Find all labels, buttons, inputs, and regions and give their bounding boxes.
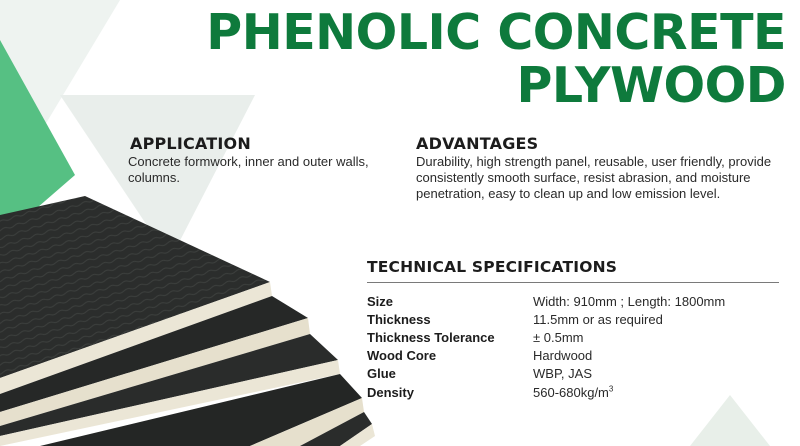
spec-value: ± 0.5mm — [533, 329, 584, 345]
advantages-heading: ADVANTAGES — [416, 134, 539, 153]
density-value: 560-680kg/m — [533, 384, 609, 400]
title-line-1: PHENOLIC CONCRETE — [206, 4, 786, 61]
spec-label: Density — [367, 384, 414, 400]
spec-label: Wood Core — [367, 348, 437, 364]
page-title — [206, 6, 786, 112]
spec-value — [533, 385, 613, 400]
density-unit-superscript: 3 — [608, 384, 614, 394]
spec-row-density — [367, 383, 787, 401]
advantages-text: Durability, high strength panel, reusable, user friendly, provide consistently smooth surface, resist abrasion, and moisture penetration, easy to clean up and low emission level. — [416, 154, 772, 201]
spec-label: Thickness Tolerance — [367, 329, 495, 345]
spec-label: Size — [367, 293, 394, 309]
spec-value: Hardwood — [533, 348, 593, 364]
spec-value: 11.5mm or as required — [533, 311, 663, 327]
spec-label: Thickness — [367, 311, 431, 327]
spec-value: WBP, JAS — [533, 366, 593, 382]
spec-divider — [367, 282, 779, 283]
title-line-2: PLYWOOD — [516, 57, 786, 114]
spec-row-wood-core — [367, 347, 787, 365]
specifications-list — [367, 292, 787, 401]
spec-row-glue — [367, 365, 787, 383]
spec-row-thickness — [367, 310, 787, 328]
spec-label: Glue — [367, 366, 396, 382]
spec-row-thickness-tolerance — [367, 328, 787, 346]
spec-value: Width: 910mm ; Length: 1800mm — [533, 293, 726, 309]
spec-row-size — [367, 292, 787, 310]
technical-specifications-heading: TECHNICAL SPECIFICATIONS — [367, 258, 618, 276]
application-text: Concrete formwork, inner and outer walls, columns. — [128, 154, 369, 185]
application-heading: APPLICATION — [130, 134, 251, 153]
